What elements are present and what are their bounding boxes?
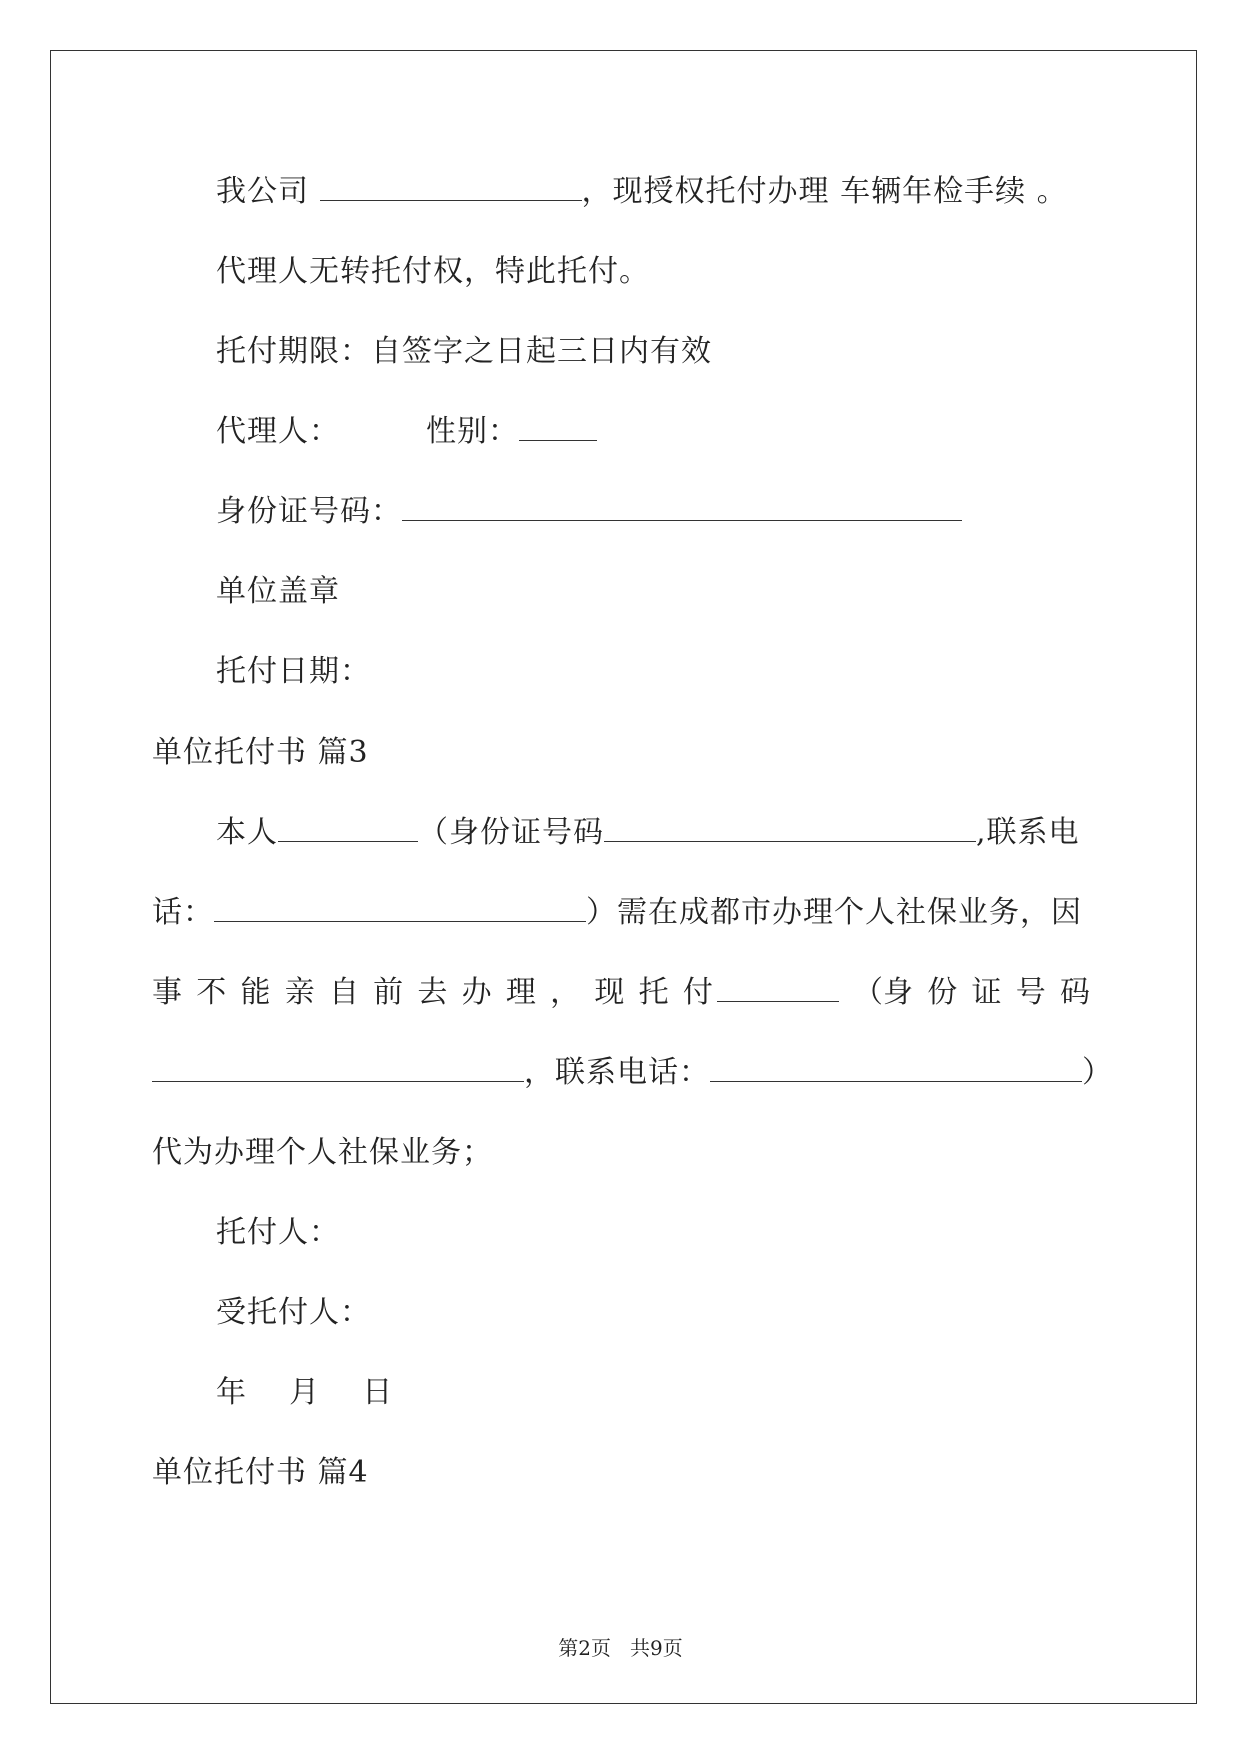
char: 份 bbox=[927, 975, 958, 1010]
char: 亲 bbox=[284, 975, 315, 1010]
company-name-blank bbox=[320, 172, 582, 201]
delegate-id-blank bbox=[152, 1053, 524, 1082]
social-security-purpose: ）需在成都市办理个人社保业务，因 bbox=[586, 895, 1082, 930]
principal-id-label: （身份证号码 bbox=[418, 815, 604, 850]
char: 号 bbox=[1015, 975, 1046, 1010]
delegate-phone-blank bbox=[710, 1053, 1082, 1082]
principal-id-line bbox=[216, 813, 1080, 853]
no-subdelegation-line: 代理人无转托付权，特此托付。 bbox=[216, 254, 650, 289]
company-seal-line: 单位盖章 bbox=[216, 574, 340, 609]
char: （身 bbox=[853, 975, 914, 1010]
char: 码 bbox=[1059, 975, 1090, 1010]
agent-signature-line: 受托付人： bbox=[216, 1295, 371, 1330]
principal-phone-label-end: 话： bbox=[152, 895, 214, 930]
gender-label: 性别： bbox=[426, 414, 519, 449]
section-3-heading: 单位托付书 篇3 bbox=[152, 735, 369, 770]
gender-blank bbox=[519, 412, 597, 441]
delegation-date-line: 托付日期： bbox=[216, 654, 371, 689]
delegate-line bbox=[152, 973, 1090, 1013]
id-number-blank bbox=[402, 492, 962, 521]
principal-phone-blank bbox=[214, 893, 586, 922]
agent-gender-line bbox=[216, 412, 597, 452]
agent-label: 代理人： bbox=[216, 414, 340, 449]
delegate-phone-label: ，联系电话： bbox=[524, 1055, 710, 1090]
char: 事 bbox=[152, 975, 182, 1010]
char: 理 bbox=[505, 975, 536, 1010]
page-number: 第2页 共9页 bbox=[558, 1636, 683, 1660]
principal-name-blank bbox=[278, 813, 418, 842]
id-number-label: 身份证号码： bbox=[216, 494, 402, 529]
signature-date-line: 年 月 日 bbox=[216, 1375, 394, 1410]
principal-signature-line: 托付人： bbox=[216, 1215, 340, 1250]
char: 不 bbox=[196, 975, 227, 1010]
principal-id-blank bbox=[604, 813, 976, 842]
principal-phone-label-start: ,联系电 bbox=[976, 815, 1080, 850]
char: 办 bbox=[461, 975, 492, 1010]
principal-self-label: 本人 bbox=[216, 815, 278, 850]
close-paren: ） bbox=[1082, 1055, 1113, 1090]
char: 托 bbox=[638, 975, 669, 1010]
delegate-id-phone-line bbox=[152, 1053, 1113, 1093]
delegation-scope-line: 代为办理个人社保业务； bbox=[152, 1135, 493, 1170]
section-4-heading: 单位托付书 篇4 bbox=[152, 1455, 369, 1490]
char: 付 bbox=[682, 975, 713, 1010]
authorization-line bbox=[216, 172, 1068, 212]
char-with-blank bbox=[683, 973, 839, 1013]
id-number-line bbox=[216, 492, 962, 532]
char: ， bbox=[550, 975, 581, 1010]
principal-phone-line bbox=[152, 893, 1082, 933]
delegate-name-blank bbox=[717, 973, 839, 1002]
char: 自 bbox=[328, 975, 359, 1010]
char: 能 bbox=[240, 975, 271, 1010]
authorization-text: ，现授权托付办理 车辆年检手续 。 bbox=[581, 174, 1068, 209]
char: 去 bbox=[417, 975, 448, 1010]
char: 证 bbox=[971, 975, 1002, 1010]
char: 现 bbox=[594, 975, 625, 1010]
company-label: 我公司 bbox=[216, 174, 309, 209]
validity-line: 托付期限：自签字之日起三日内有效 bbox=[216, 334, 712, 369]
char: 前 bbox=[373, 975, 404, 1010]
